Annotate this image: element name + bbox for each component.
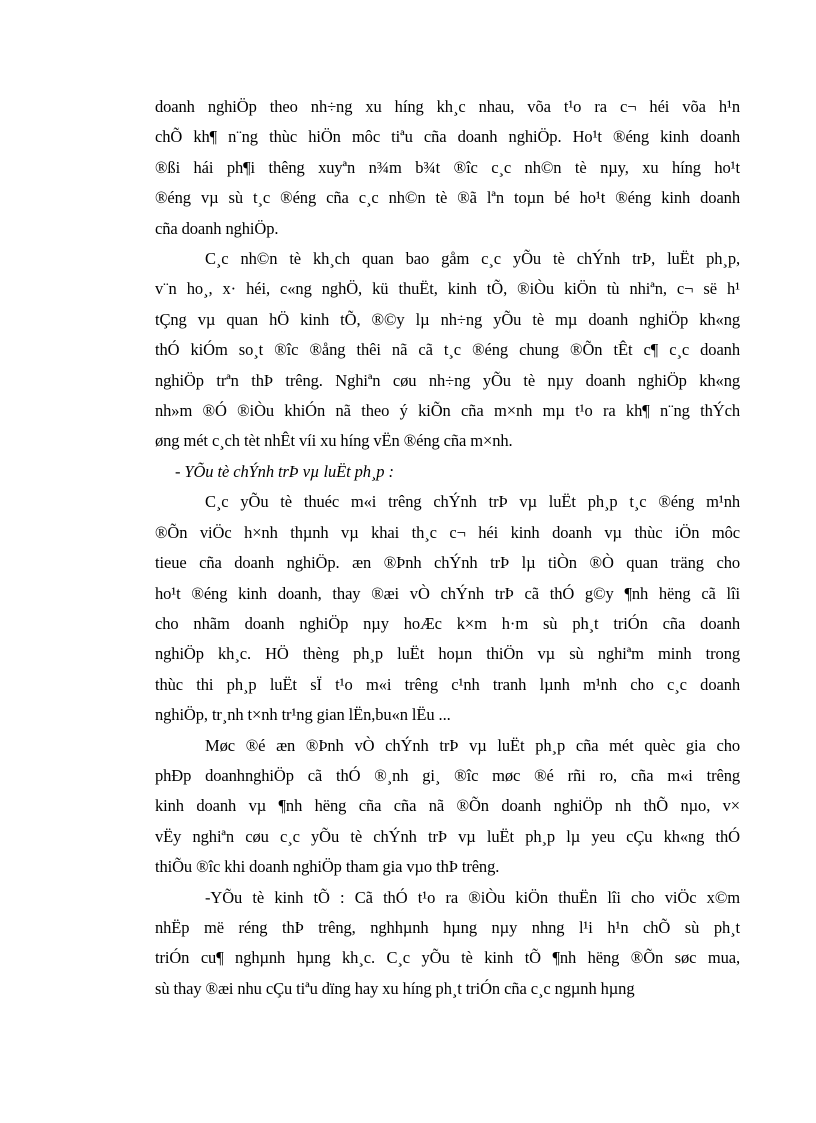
text-line: doanh nghiÖp theo nh÷ng xu híng kh¸c nhau, võa t¹o ra c¬ héi võa h¹n bbox=[155, 97, 740, 116]
text-line: Møc ®é æn ®Þnh vÒ chÝnh trÞ vµ luËt ph¸p cña mét quèc gia cho bbox=[205, 735, 740, 755]
text-line: chÕ kh¶ n¨ng thùc hiÖn môc tiªu cña doanh nghiÖp. Ho¹t ®éng kinh doanh bbox=[155, 127, 740, 147]
text-line: cña doanh nghiÖp. bbox=[155, 218, 279, 238]
paragraph bbox=[155, 883, 740, 1005]
text-line: nghiÖp trªn thÞ trêng. Nghiªn cøu nh÷ng yÕu tè nµy doanh nghiÖp kh«ng bbox=[155, 370, 740, 390]
section-heading bbox=[155, 457, 740, 487]
paragraph bbox=[155, 244, 740, 457]
text-line: - YÕu tè chÝnh trÞ vµ luËt ph¸p : bbox=[175, 461, 394, 481]
paragraph bbox=[155, 487, 740, 730]
text-line: nghiÖp kh¸c. HÖ thèng ph¸p luËt hoµn thiÖn vµ sù nghiªm minh trong bbox=[155, 644, 740, 664]
text-line: -YÕu tè kinh tÕ : Cã thÓ t¹o ra ®iÒu kiÖn thuËn lîi cho viÖc x©m bbox=[205, 887, 740, 907]
text-line: ho¹t ®éng kinh doanh, thay ®æi vÒ chÝnh trÞ cã thÓ g©y ¶nh hëng cã lîi bbox=[155, 583, 740, 603]
text-line: triÓn cu¶ nghµnh hµng kh¸c. C¸c yÕu tè kinh tÕ ¶nh hëng ®Õn søc mua, bbox=[155, 948, 740, 968]
text-line: tÇng vµ quan hÖ kinh tÕ, ®©y lµ nh÷ng yÕu tè mµ doanh nghiÖp kh«ng bbox=[155, 309, 740, 329]
text-line: tieue cña doanh nghiÖp. æn ®Þnh chÝnh trÞ lµ tiÒn ®Ò quan träng cho bbox=[155, 553, 740, 573]
text-line: ®ßi hái ph¶i thêng xuyªn n¾m b¾t ®îc c¸c nh©n tè nµy, xu híng ho¹t bbox=[155, 157, 740, 177]
paragraph bbox=[155, 731, 740, 883]
text-line: thiÕu ®îc khi doanh nghiÖp tham gia vµo thÞ trêng. bbox=[155, 857, 500, 877]
text-line: ®éng vµ sù t¸c ®éng cña c¸c nh©n tè ®ã lªn toµn bé ho¹t ®éng kinh doanh bbox=[155, 188, 740, 208]
text-line: thÓ kiÓm so¸t ®îc ®ång thêi nã cã t¸c ®éng chung ®Õn tÊt c¶ c¸c doanh bbox=[155, 340, 740, 360]
text-line: C¸c nh©n tè kh¸ch quan bao gåm c¸c yÕu tè chÝnh trÞ, luËt ph¸p, bbox=[205, 249, 740, 269]
text-line: ®Õn viÖc h×nh thµnh vµ khai th¸c c¬ héi kinh doanh vµ thùc iÖn môc bbox=[155, 522, 740, 542]
text-line: sù thay ®æi nhu cÇu tiªu dïng hay xu híng ph¸t triÓn cña c¸c ngµnh hµng bbox=[155, 978, 635, 998]
text-line: v¨n ho¸, x· héi, c«ng nghÖ, kü thuËt, kinh tÕ, ®iÒu kiÖn tù nhiªn, c¬ së h¹ bbox=[155, 279, 740, 299]
text-line: C¸c yÕu tè thuéc m«i trêng chÝnh trÞ vµ luËt ph¸p t¸c ®éng m¹nh bbox=[205, 492, 740, 512]
text-line: nh»m ®Ó ®iÒu khiÓn nã theo ý kiÕn cña m×nh mµ t¹o ra kh¶ n¨ng thÝch bbox=[155, 401, 740, 421]
text-line: kinh doanh vµ ¶nh hëng cña cña nã ®Õn doanh nghiÖp nh thÕ nµo, v× bbox=[155, 796, 740, 816]
text-line: nghiÖp, tr¸nh t×nh tr¹ng gian lËn,bu«n lËu ... bbox=[155, 705, 451, 725]
text-line: vËy nghiªn cøu c¸c yÕu tè chÝnh trÞ vµ luËt ph¸p lµ yeu cÇu kh«ng thÓ bbox=[155, 826, 740, 846]
text-line: øng mét c¸ch tèt nhÊt víi xu híng vËn ®éng cña m×nh. bbox=[155, 431, 513, 451]
text-line: thùc thi ph¸p luËt sÏ t¹o m«i trêng c¹nh tranh lµnh m¹nh cho c¸c doanh bbox=[155, 674, 740, 694]
paragraph bbox=[155, 92, 740, 244]
text-line: nhËp më réng thÞ trêng, nghhµnh hµng nµy nhng l¹i h¹n chÕ sù ph¸t bbox=[155, 917, 740, 937]
document-body bbox=[155, 92, 740, 1004]
text-line: cho nhãm doanh nghiÖp nµy hoÆc k×m h·m sù ph¸t triÓn cña doanh bbox=[155, 613, 740, 633]
text-line: phÐp doanhnghiÖp cã thÓ ®¸nh gi¸ ®îc møc ®é rñi ro, cña m«i trêng bbox=[155, 765, 740, 785]
